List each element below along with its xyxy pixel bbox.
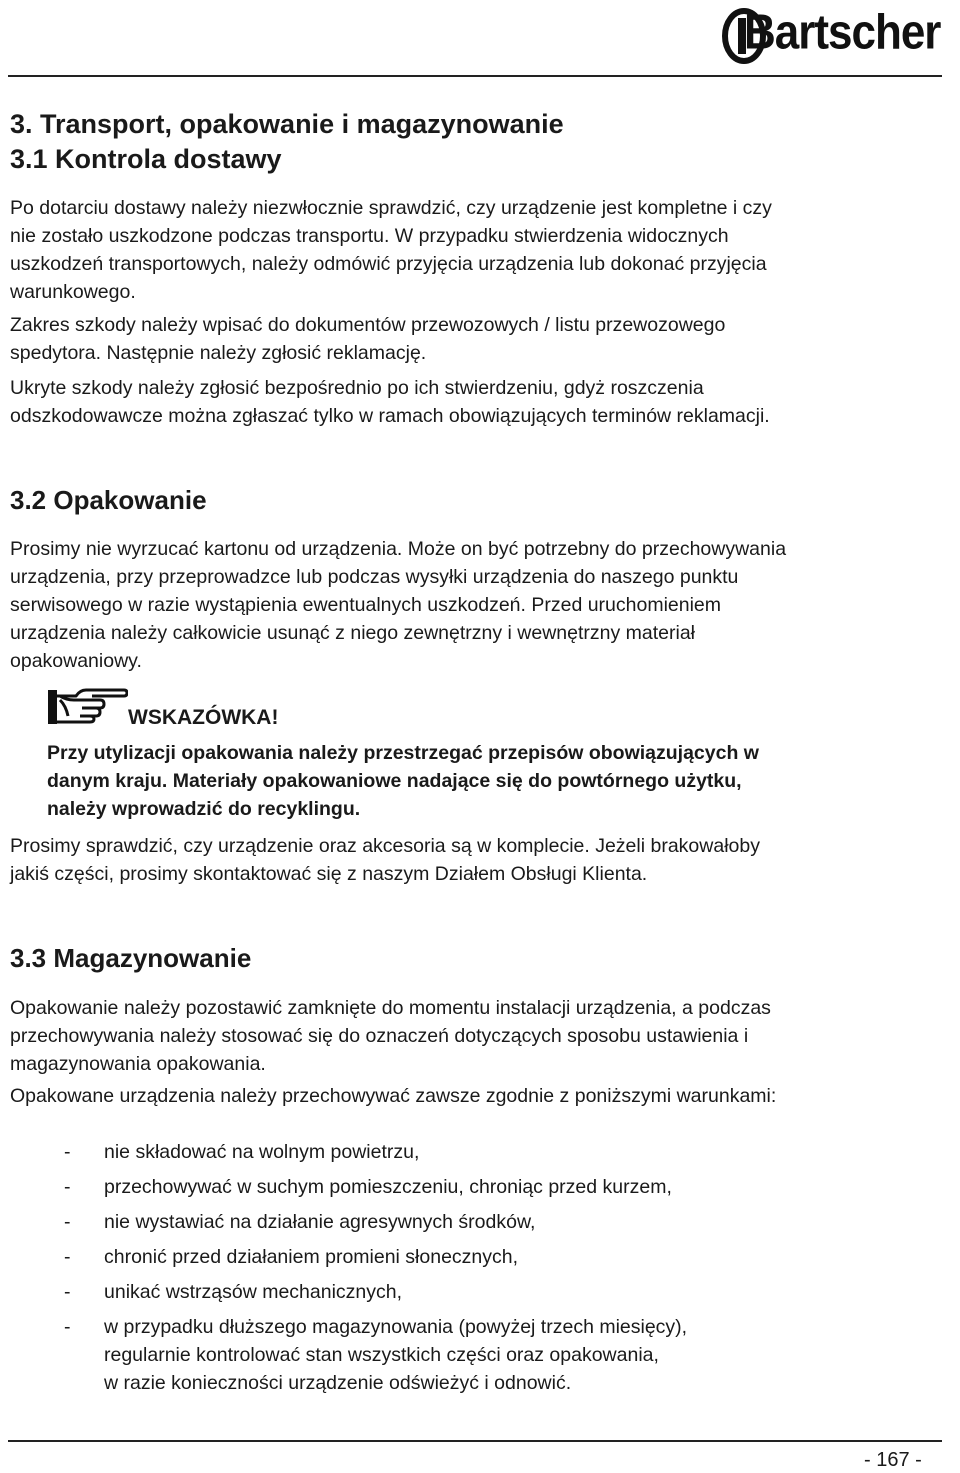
- text-line: opakowaniowy.: [10, 650, 142, 672]
- pointing-hand-icon: [46, 686, 128, 728]
- text-line: Po dotarciu dostawy należy niezwłocznie sprawdzić, czy urządzenie jest kompletne i czy: [10, 197, 772, 219]
- logo-wordmark: Bartscher: [744, 4, 941, 60]
- list-item-text: przechowywać w suchym pomieszczeniu, chroniąc przed kurzem,: [104, 1176, 672, 1198]
- list-item: [64, 1278, 687, 1306]
- list-marker: -: [64, 1281, 71, 1303]
- list-marker: -: [64, 1141, 71, 1163]
- text-line: warunkowego.: [10, 281, 136, 303]
- list-item-text: nie składować na wolnym powietrzu,: [104, 1141, 420, 1163]
- text-line: urządzenia, przy przeprowadzce lub podczas wysyłki urządzenia do naszego punktu: [10, 566, 739, 588]
- text-line: Prosimy sprawdzić, czy urządzenie oraz akcesoria są w komplecie. Jeżeli brakowałoby: [10, 835, 760, 857]
- text-line: Zakres szkody należy wpisać do dokumentów przewozowych / listu przewozowego: [10, 314, 726, 336]
- page-number: - 167 -: [864, 1449, 922, 1471]
- list-item: [64, 1173, 687, 1201]
- paragraph-damage-scope: [10, 311, 955, 367]
- paragraph-storage: [10, 994, 955, 1078]
- list-item-text: unikać wstrząsów mechanicznych,: [104, 1281, 403, 1303]
- text-line: danym kraju. Materiały opakowaniowe nadające się do powtórnego użytku,: [47, 770, 742, 792]
- list-item-text: regularnie kontrolować stan wszystkich części oraz opakowania,: [104, 1344, 659, 1366]
- note-text: [47, 739, 947, 823]
- paragraph-hidden-damage: [10, 374, 955, 430]
- paragraph-packaging: [10, 535, 955, 675]
- subsection-title-3-2: 3.2 Opakowanie: [10, 485, 207, 515]
- text-line: nie zostało uszkodzone podczas transportu. W przypadku stwierdzenia widocznych: [10, 225, 729, 247]
- list-item-text: w przypadku dłuższego magazynowania (powyżej trzech miesięcy),: [104, 1316, 688, 1338]
- list-marker: -: [64, 1176, 71, 1198]
- text-line: Opakowanie należy pozostawić zamknięte do momentu instalacji urządzenia, a podczas: [10, 997, 771, 1019]
- text-line: Przy utylizacji opakowania należy przestrzegać przepisów obowiązujących w: [47, 742, 759, 764]
- text-line: Ukryte szkody należy zgłosić bezpośrednio po ich stwierdzeniu, gdyż roszczenia: [10, 377, 704, 399]
- text-line: jakiś części, prosimy skontaktować się z naszym Działem Obsługi Klienta.: [10, 863, 648, 885]
- paragraph-check-completeness: [10, 832, 955, 888]
- text-line: odszkodowawcze można zgłaszać tylko w ramach obowiązujących terminów reklamacji.: [10, 405, 770, 427]
- list-marker: -: [64, 1316, 71, 1338]
- text-line: uszkodzeń transportowych, należy odmówić przyjęcia urządzenia lub dokonać przyjęcia: [10, 253, 767, 275]
- text-line: urządzenia należy całkowicie usunąć z niego zewnętrzny i wewnętrzny materiał: [10, 622, 695, 644]
- text-line: spedytora. Następnie należy zgłosić reklamację.: [10, 342, 427, 364]
- text-line: Opakowane urządzenia należy przechowywać zawsze zgodnie z poniższymi warunkami:: [10, 1085, 777, 1107]
- text-line: należy wprowadzić do recyklingu.: [47, 798, 361, 820]
- list-marker: -: [64, 1246, 71, 1268]
- storage-conditions-list: [64, 1138, 687, 1404]
- footer-rule: [8, 1440, 942, 1442]
- text-line: magazynowania opakowania.: [10, 1053, 266, 1075]
- list-item-text: w razie konieczności urządzenie odświeżyć i odnowić.: [104, 1372, 572, 1394]
- header-rule: [8, 75, 942, 77]
- list-item-text: chronić przed działaniem promieni słonecznych,: [104, 1246, 519, 1268]
- list-item: [64, 1243, 687, 1271]
- list-marker: -: [64, 1211, 71, 1233]
- paragraph-delivery-check: [10, 194, 955, 306]
- text-line: przechowywania należy stosować się do oznaczeń dotyczących sposobu ustawienia i: [10, 1025, 749, 1047]
- list-item-text: nie wystawiać na działanie agresywnych środków,: [104, 1211, 536, 1233]
- section-title: 3. Transport, opakowanie i magazynowanie: [10, 109, 564, 139]
- note-title: WSKAZÓWKA!: [128, 706, 279, 729]
- text-line: serwisowego w razie wystąpienia ewentualnych uszkodzeń. Przed uruchomieniem: [10, 594, 722, 616]
- subsection-title-3-1: 3.1 Kontrola dostawy: [10, 144, 282, 174]
- subsection-title-3-3: 3.3 Magazynowanie: [10, 943, 252, 973]
- list-item: [64, 1313, 687, 1397]
- text-line: Prosimy nie wyrzucać kartonu od urządzenia. Może on być potrzebny do przechowywania: [10, 538, 787, 560]
- paragraph-storage-conditions: [10, 1082, 955, 1110]
- list-item: [64, 1138, 687, 1166]
- list-item: [64, 1208, 687, 1236]
